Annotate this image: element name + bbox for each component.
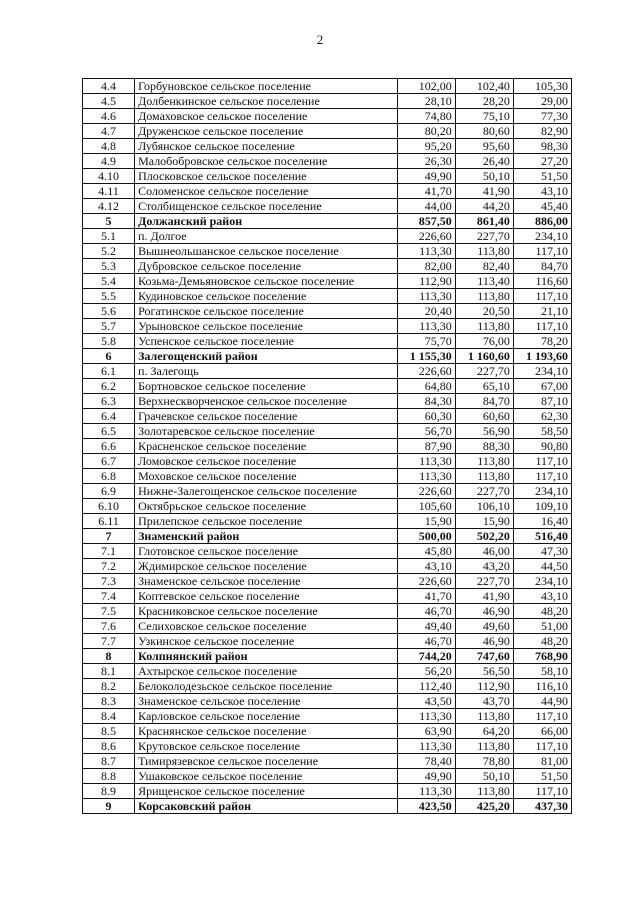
value-cell-1: 113,30 [397,454,455,469]
value-cell-3: 234,10 [513,484,571,499]
value-cell-2: 113,80 [455,244,513,259]
value-cell-1: 20,40 [397,304,455,319]
settlement-name-cell: Ахтырское сельское поселение [135,664,398,679]
value-cell-1: 744,20 [397,649,455,664]
value-cell-3: 1 193,60 [513,349,571,364]
row-number-cell: 9 [83,799,135,814]
value-cell-2: 60,60 [455,409,513,424]
table-row [83,274,572,289]
settlement-name-cell: Горбуновское сельское поселение [135,79,398,94]
value-cell-3: 98,30 [513,139,571,154]
row-number-cell: 7.6 [83,619,135,634]
settlement-name-cell: п. Залегощь [135,364,398,379]
page-number: 2 [316,32,324,47]
settlement-name-cell: Узкинское сельское поселение [135,634,398,649]
value-cell-3: 234,10 [513,574,571,589]
settlement-name-cell: Соломенское сельское поселение [135,184,398,199]
district-row [83,529,572,544]
row-number-cell: 4.9 [83,154,135,169]
value-cell-2: 227,70 [455,484,513,499]
district-row [83,349,572,364]
settlement-name-cell: Прилепское сельское поселение [135,514,398,529]
value-cell-2: 113,80 [455,319,513,334]
value-cell-2: 46,90 [455,634,513,649]
value-cell-3: 48,20 [513,634,571,649]
settlement-name-cell: Верхнескворченское сельское поселение [135,394,398,409]
value-cell-2: 64,20 [455,724,513,739]
value-cell-2: 46,90 [455,604,513,619]
settlement-name-cell: Малобобровское сельское поселение [135,154,398,169]
value-cell-1: 1 155,30 [397,349,455,364]
value-cell-2: 76,00 [455,334,513,349]
table-row [83,574,572,589]
value-cell-1: 113,30 [397,289,455,304]
table-row [83,244,572,259]
settlement-name-cell: Знаменский район [135,529,398,544]
row-number-cell: 5.3 [83,259,135,274]
value-cell-3: 44,50 [513,559,571,574]
value-cell-1: 56,70 [397,424,455,439]
value-cell-1: 49,40 [397,619,455,634]
district-row [83,214,572,229]
value-cell-3: 51,50 [513,769,571,784]
table-row [83,229,572,244]
row-number-cell: 5.4 [83,274,135,289]
settlement-name-cell: Успенское сельское поселение [135,334,398,349]
table-row [83,559,572,574]
table-row [83,589,572,604]
value-cell-3: 51,00 [513,619,571,634]
value-cell-1: 95,20 [397,139,455,154]
value-cell-3: 66,00 [513,724,571,739]
value-cell-2: 227,70 [455,574,513,589]
table-row [83,334,572,349]
row-number-cell: 6.8 [83,469,135,484]
value-cell-2: 80,60 [455,124,513,139]
value-cell-2: 113,80 [455,454,513,469]
value-cell-2: 56,90 [455,424,513,439]
settlement-name-cell: Ломовское сельское поселение [135,454,398,469]
table-row [83,124,572,139]
table-row [83,679,572,694]
value-cell-3: 48,20 [513,604,571,619]
row-number-cell: 6.4 [83,409,135,424]
row-number-cell: 6.6 [83,439,135,454]
table-row [83,424,572,439]
row-number-cell: 4.7 [83,124,135,139]
value-cell-2: 227,70 [455,364,513,379]
table-row [83,94,572,109]
table-row [83,634,572,649]
table-row [83,79,572,94]
settlement-name-cell: Золотаревское сельское поселение [135,424,398,439]
row-number-cell: 6.9 [83,484,135,499]
value-cell-2: 50,10 [455,769,513,784]
value-cell-2: 50,10 [455,169,513,184]
settlement-name-cell: Октябрьское сельское поселение [135,499,398,514]
value-cell-1: 113,30 [397,739,455,754]
table-row [83,394,572,409]
district-row [83,799,572,814]
value-cell-3: 84,70 [513,259,571,274]
value-cell-3: 768,90 [513,649,571,664]
table-row [83,724,572,739]
value-cell-2: 43,20 [455,559,513,574]
row-number-cell: 6 [83,349,135,364]
value-cell-1: 78,40 [397,754,455,769]
settlement-name-cell: Белоколодезьское сельское поселение [135,679,398,694]
value-cell-1: 26,30 [397,154,455,169]
value-cell-2: 861,40 [455,214,513,229]
row-number-cell: 8.8 [83,769,135,784]
value-cell-3: 51,50 [513,169,571,184]
row-number-cell: 7.5 [83,604,135,619]
value-cell-3: 117,10 [513,289,571,304]
settlement-name-cell: Ушаковское сельское поселение [135,769,398,784]
table-row [83,109,572,124]
row-number-cell: 8.1 [83,664,135,679]
settlement-name-cell: Моховское сельское поселение [135,469,398,484]
value-cell-3: 16,40 [513,514,571,529]
settlement-name-cell: Коптевское сельское поселение [135,589,398,604]
settlement-name-cell: Друженское сельское поселение [135,124,398,139]
value-cell-3: 234,10 [513,364,571,379]
value-cell-2: 113,80 [455,739,513,754]
row-number-cell: 4.11 [83,184,135,199]
value-cell-1: 84,30 [397,394,455,409]
value-cell-3: 21,10 [513,304,571,319]
row-number-cell: 5.6 [83,304,135,319]
value-cell-1: 49,90 [397,169,455,184]
value-cell-2: 502,20 [455,529,513,544]
value-cell-1: 43,10 [397,559,455,574]
value-cell-1: 102,00 [397,79,455,94]
settlement-name-cell: Столбищенское сельское поселение [135,199,398,214]
settlement-name-cell: Глотовское сельское поселение [135,544,398,559]
value-cell-3: 45,40 [513,199,571,214]
value-cell-2: 49,60 [455,619,513,634]
value-cell-2: 102,40 [455,79,513,94]
row-number-cell: 5.8 [83,334,135,349]
value-cell-2: 78,80 [455,754,513,769]
table-row [83,544,572,559]
settlement-name-cell: Долбенкинское сельское поселение [135,94,398,109]
value-cell-2: 65,10 [455,379,513,394]
row-number-cell: 6.1 [83,364,135,379]
row-number-cell: 4.8 [83,139,135,154]
value-cell-3: 44,90 [513,694,571,709]
table-row [83,454,572,469]
value-cell-3: 437,30 [513,799,571,814]
table-row [83,754,572,769]
value-cell-3: 234,10 [513,229,571,244]
value-cell-1: 226,60 [397,574,455,589]
row-number-cell: 4.6 [83,109,135,124]
value-cell-3: 47,30 [513,544,571,559]
value-cell-1: 113,30 [397,469,455,484]
value-cell-2: 28,20 [455,94,513,109]
value-cell-2: 113,80 [455,784,513,799]
settlement-name-cell: Должанский район [135,214,398,229]
row-number-cell: 5.2 [83,244,135,259]
value-cell-2: 113,80 [455,709,513,724]
table-row [83,604,572,619]
settlement-name-cell: Плосковское сельское поселение [135,169,398,184]
value-cell-3: 43,10 [513,184,571,199]
row-number-cell: 7.7 [83,634,135,649]
settlement-name-cell: Нижне-Залегощенское сельское поселение [135,484,398,499]
table-row [83,139,572,154]
row-number-cell: 8 [83,649,135,664]
row-number-cell: 8.7 [83,754,135,769]
value-cell-3: 117,10 [513,454,571,469]
table-row [83,469,572,484]
settlement-name-cell: Дубровское сельское поселение [135,259,398,274]
value-cell-3: 58,50 [513,424,571,439]
value-cell-3: 116,60 [513,274,571,289]
settlement-name-cell: Козьма-Демьяновское сельское поселение [135,274,398,289]
table-row [83,289,572,304]
value-cell-2: 747,60 [455,649,513,664]
value-cell-1: 105,60 [397,499,455,514]
value-cell-2: 26,40 [455,154,513,169]
value-cell-1: 113,30 [397,784,455,799]
row-number-cell: 6.3 [83,394,135,409]
table-row [83,364,572,379]
settlement-name-cell: Краснянское сельское поселение [135,724,398,739]
value-cell-2: 56,50 [455,664,513,679]
settlement-name-cell: Урыновское сельское поселение [135,319,398,334]
value-cell-2: 15,90 [455,514,513,529]
value-cell-1: 226,60 [397,229,455,244]
settlement-name-cell: п. Долгое [135,229,398,244]
value-cell-3: 27,20 [513,154,571,169]
value-cell-2: 113,40 [455,274,513,289]
table-row [83,784,572,799]
table-row [83,184,572,199]
settlement-name-cell: Залегощенский район [135,349,398,364]
value-cell-2: 44,20 [455,199,513,214]
table-row [83,514,572,529]
row-number-cell: 7 [83,529,135,544]
value-cell-1: 74,80 [397,109,455,124]
row-number-cell: 7.3 [83,574,135,589]
value-cell-3: 116,10 [513,679,571,694]
row-number-cell: 5.1 [83,229,135,244]
settlement-name-cell: Лубянское сельское поселение [135,139,398,154]
table-row [83,769,572,784]
settlement-name-cell: Карловское сельское поселение [135,709,398,724]
table-row [83,319,572,334]
value-cell-1: 44,00 [397,199,455,214]
value-cell-3: 67,00 [513,379,571,394]
row-number-cell: 8.9 [83,784,135,799]
table-row [83,154,572,169]
row-number-cell: 4.5 [83,94,135,109]
value-cell-3: 62,30 [513,409,571,424]
value-cell-1: 56,20 [397,664,455,679]
table-row [83,664,572,679]
value-cell-3: 81,00 [513,754,571,769]
table-row [83,484,572,499]
value-cell-2: 41,90 [455,589,513,604]
value-cell-1: 49,90 [397,769,455,784]
settlement-name-cell: Вышнеольшанское сельское поселение [135,244,398,259]
table-row [83,409,572,424]
settlement-name-cell: Знаменское сельское поселение [135,574,398,589]
row-number-cell: 6.11 [83,514,135,529]
table-row [83,169,572,184]
value-cell-3: 117,10 [513,469,571,484]
settlement-name-cell: Ждимирское сельское поселение [135,559,398,574]
value-cell-3: 78,20 [513,334,571,349]
value-cell-2: 95,60 [455,139,513,154]
row-number-cell: 5.7 [83,319,135,334]
value-cell-2: 82,40 [455,259,513,274]
table-row [83,439,572,454]
value-cell-1: 41,70 [397,589,455,604]
table-row [83,709,572,724]
value-cell-2: 43,70 [455,694,513,709]
settlement-name-cell: Крутовское сельское поселение [135,739,398,754]
settlement-name-cell: Селиховское сельское поселение [135,619,398,634]
value-cell-1: 63,90 [397,724,455,739]
value-cell-3: 77,30 [513,109,571,124]
settlement-name-cell: Красниковское сельское поселение [135,604,398,619]
row-number-cell: 8.5 [83,724,135,739]
value-cell-3: 58,10 [513,664,571,679]
row-number-cell: 6.2 [83,379,135,394]
value-cell-1: 500,00 [397,529,455,544]
budget-table [82,78,572,814]
row-number-cell: 8.4 [83,709,135,724]
value-cell-1: 87,90 [397,439,455,454]
table-row [83,499,572,514]
value-cell-3: 117,10 [513,244,571,259]
value-cell-1: 857,50 [397,214,455,229]
value-cell-1: 112,90 [397,274,455,289]
value-cell-1: 82,00 [397,259,455,274]
value-cell-2: 75,10 [455,109,513,124]
row-number-cell: 7.2 [83,559,135,574]
value-cell-2: 88,30 [455,439,513,454]
value-cell-1: 226,60 [397,484,455,499]
row-number-cell: 8.2 [83,679,135,694]
settlement-name-cell: Грачевское сельское поселение [135,409,398,424]
value-cell-1: 46,70 [397,604,455,619]
value-cell-1: 226,60 [397,364,455,379]
settlement-name-cell: Тимирязевское сельское поселение [135,754,398,769]
value-cell-1: 113,30 [397,709,455,724]
value-cell-3: 117,10 [513,784,571,799]
value-cell-1: 41,70 [397,184,455,199]
value-cell-3: 90,80 [513,439,571,454]
value-cell-2: 106,10 [455,499,513,514]
value-cell-3: 43,10 [513,589,571,604]
value-cell-3: 516,40 [513,529,571,544]
row-number-cell: 6.10 [83,499,135,514]
value-cell-3: 117,10 [513,709,571,724]
settlement-name-cell: Колпнянский район [135,649,398,664]
value-cell-3: 109,10 [513,499,571,514]
value-cell-2: 112,90 [455,679,513,694]
table-row [83,304,572,319]
value-cell-3: 87,10 [513,394,571,409]
value-cell-3: 886,00 [513,214,571,229]
value-cell-2: 41,90 [455,184,513,199]
value-cell-1: 113,30 [397,319,455,334]
settlement-name-cell: Корсаковский район [135,799,398,814]
settlement-name-cell: Домаховское сельское поселение [135,109,398,124]
value-cell-1: 113,30 [397,244,455,259]
value-cell-1: 80,20 [397,124,455,139]
row-number-cell: 4.12 [83,199,135,214]
value-cell-2: 113,80 [455,289,513,304]
settlement-name-cell: Ярищенское сельское поселение [135,784,398,799]
row-number-cell: 6.5 [83,424,135,439]
value-cell-1: 15,90 [397,514,455,529]
value-cell-3: 105,30 [513,79,571,94]
value-cell-1: 45,80 [397,544,455,559]
row-number-cell: 7.4 [83,589,135,604]
value-cell-1: 112,40 [397,679,455,694]
value-cell-2: 425,20 [455,799,513,814]
settlement-name-cell: Знаменское сельское поселение [135,694,398,709]
value-cell-2: 227,70 [455,229,513,244]
row-number-cell: 8.6 [83,739,135,754]
value-cell-2: 20,50 [455,304,513,319]
table-row [83,694,572,709]
settlement-name-cell: Бортновское сельское поселение [135,379,398,394]
table-row [83,259,572,274]
table-row [83,739,572,754]
settlement-name-cell: Кудиновское сельское поселение [135,289,398,304]
settlement-name-cell: Рогатинское сельское поселение [135,304,398,319]
value-cell-1: 43,50 [397,694,455,709]
value-cell-2: 1 160,60 [455,349,513,364]
value-cell-1: 64,80 [397,379,455,394]
value-cell-2: 46,00 [455,544,513,559]
row-number-cell: 5.5 [83,289,135,304]
table-row [83,199,572,214]
value-cell-3: 117,10 [513,319,571,334]
value-cell-3: 29,00 [513,94,571,109]
row-number-cell: 7.1 [83,544,135,559]
value-cell-1: 28,10 [397,94,455,109]
row-number-cell: 4.4 [83,79,135,94]
value-cell-3: 82,90 [513,124,571,139]
value-cell-1: 423,50 [397,799,455,814]
value-cell-2: 113,80 [455,469,513,484]
row-number-cell: 8.3 [83,694,135,709]
value-cell-1: 60,30 [397,409,455,424]
district-row [83,649,572,664]
row-number-cell: 6.7 [83,454,135,469]
value-cell-2: 84,70 [455,394,513,409]
table-row [83,379,572,394]
value-cell-1: 75,70 [397,334,455,349]
row-number-cell: 5 [83,214,135,229]
settlement-name-cell: Красненское сельское поселение [135,439,398,454]
value-cell-1: 46,70 [397,634,455,649]
row-number-cell: 4.10 [83,169,135,184]
value-cell-3: 117,10 [513,739,571,754]
table-row [83,619,572,634]
